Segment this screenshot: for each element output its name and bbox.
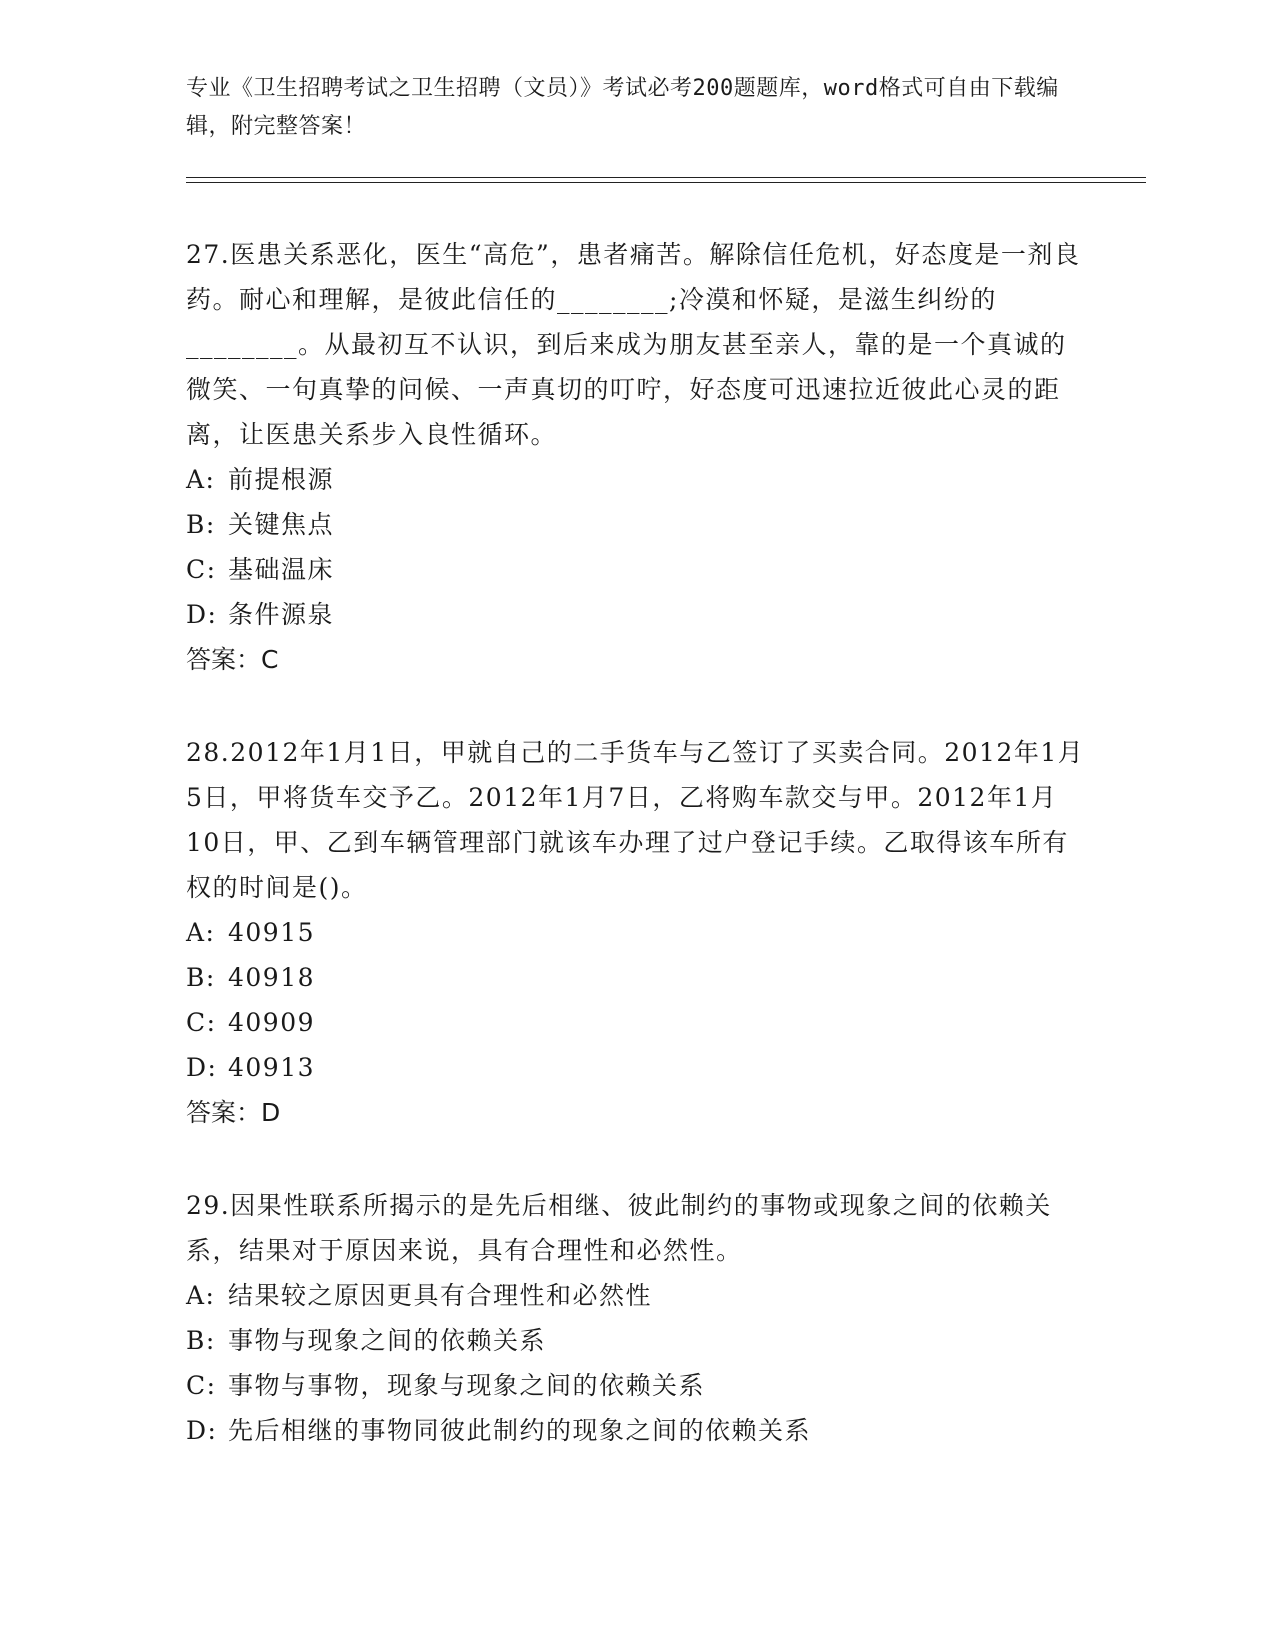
option-key: A: (186, 1281, 216, 1310)
option-d (186, 1045, 1086, 1090)
option-key: A: (186, 465, 216, 494)
option-text: 事物与现象之间的依赖关系 (228, 1326, 547, 1355)
option-text: 关键焦点 (228, 510, 335, 539)
option-key: D: (186, 600, 218, 629)
option-key: B: (186, 510, 216, 539)
option-a (186, 910, 1086, 955)
header-divider-top (186, 177, 1146, 178)
option-text: 先后相继的事物同彼此制约的现象之间的依赖关系 (228, 1416, 812, 1445)
option-key: B: (186, 1326, 216, 1355)
header-divider-bottom (186, 182, 1146, 183)
answer: 答案：C (186, 645, 279, 674)
question-stem: 28.2012年1月1日，甲就自己的二手货车与乙签订了买卖合同。2012年1月5日，甲将货车交予乙。2012年1月7日，乙将购车款交与甲。2012年1月10日，甲、乙到车辆管理部门就该车办理了过户登记手续。乙取得该车所有权的时间是()。 (186, 738, 1085, 902)
option-text: 条件源泉 (228, 600, 335, 629)
option-c (186, 547, 1086, 592)
option-key: D: (186, 1053, 218, 1082)
option-b (186, 1318, 1086, 1363)
option-text: 基础温床 (228, 555, 335, 584)
option-key: C: (186, 1371, 217, 1400)
option-d (186, 1408, 1086, 1453)
option-key: C: (186, 1008, 217, 1037)
option-key: D: (186, 1416, 218, 1445)
answer: 答案：D (186, 1098, 281, 1127)
option-key: B: (186, 963, 216, 992)
option-text: 前提根源 (228, 465, 335, 494)
option-text: 结果较之原因更具有合理性和必然性 (228, 1281, 653, 1310)
question-stem: 29.因果性联系所揭示的是先后相继、彼此制约的事物或现象之间的依赖关系，结果对于原因来说，具有合理性和必然性。 (186, 1191, 1052, 1265)
option-c (186, 1000, 1086, 1045)
option-key: C: (186, 555, 217, 584)
option-text: 40915 (228, 918, 316, 947)
option-a (186, 1273, 1086, 1318)
question-27 (186, 232, 1086, 682)
document-header: 专业《卫生招聘考试之卫生招聘（文员）》考试必考200题题库，word格式可自由下载编辑，附完整答案！ (186, 76, 1059, 139)
option-text: 40918 (228, 963, 316, 992)
option-b (186, 955, 1086, 1000)
option-a (186, 457, 1086, 502)
option-text: 40909 (228, 1008, 316, 1037)
option-key: A: (186, 918, 216, 947)
question-28 (186, 730, 1086, 1135)
option-d (186, 592, 1086, 637)
option-text: 事物与事物，现象与现象之间的依赖关系 (228, 1371, 706, 1400)
option-b (186, 502, 1086, 547)
question-29 (186, 1183, 1086, 1453)
option-text: 40913 (228, 1053, 316, 1082)
question-stem: 27.医患关系恶化，医生“高危”，患者痛苦。解除信任危机，好态度是一剂良药。耐心和理解，是彼此信任的________;冷漠和怀疑，是滋生纠纷的________。从最初互不认识，到后来成为朋友甚至亲人，靠的是一个真诚的微笑、一句真挚的问候、一声真切的叮咛，好态度可迅速拉近彼此心灵的距离，让医患关系步入良性循环。 (186, 240, 1081, 449)
option-c (186, 1363, 1086, 1408)
